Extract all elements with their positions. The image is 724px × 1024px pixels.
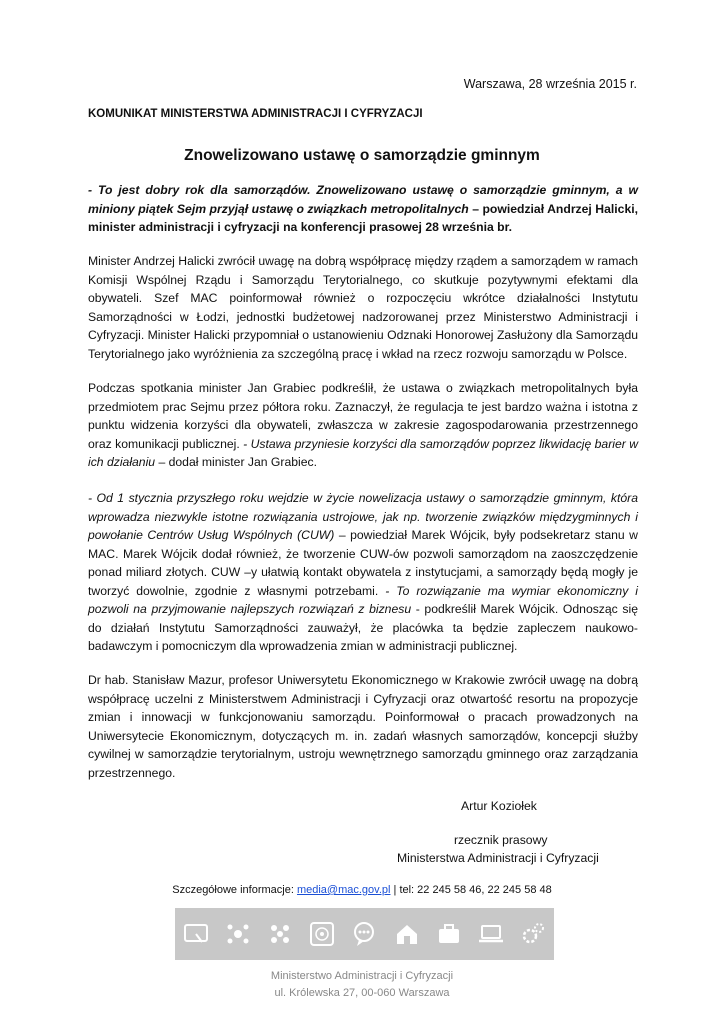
paragraph-text: – dodał minister Jan Grabiec. <box>155 455 317 469</box>
network-dots-icon <box>223 919 253 949</box>
contact-email-link[interactable]: media@mac.gov.pl <box>296 884 391 896</box>
paragraph-wojcik <box>88 489 638 656</box>
briefcase-icon <box>434 919 464 949</box>
signature-role: rzecznik prasowy <box>454 833 548 847</box>
paragraph-text: Dr hab. Stanisław Mazur, profesor Uniwersytetu Ekonomicznego w Krakowie zwrócił uwagę na dobrą współpracę uczelni z Ministerstwem Administracji i Cyfryzacji oraz otwartość resortu na propozycje zmian i innowacji w funkcjonowaniu samorządu. Poinformował o pracach prowadzonych na Uniwersytecie Ekonomicznym, dotyczących m. in. zadań własnych samorządów, koncepcji służby cywilnej w samorządzie terytorialnym, ustroju wewnętrznego samorządu gminnego oraz zarządzania przestrzennego. <box>88 673 638 780</box>
footer-organization: Ministerstwo Administracji i Cyfryzacji <box>270 970 454 982</box>
document-date: Warszawa, 28 września 2015 r. <box>463 77 637 91</box>
communique-heading: KOMUNIKAT MINISTERSTWA ADMINISTRACJI I CYFRYZACJI <box>88 108 423 120</box>
tablet-icon <box>181 919 211 949</box>
paragraph-text: Podczas spotkania minister Jan Grabiec podkreślił, że ustawa o związkach metropolitalnych była przedmiotem prac Sejmu przez półtora roku. Zaznaczył, że regulacja te jest bardzo ważna i istotna z punktu widzenia korzyści dla obywateli, zwłaszcza w zakresie zagospodarowania przestrzennego oraz komunikacji publicznej. <box>88 381 638 451</box>
signature-organization: Ministerstwa Administracji i Cyfryzacji <box>397 851 599 865</box>
paragraph-text: – powiedział Marek Wójcik, były podsekretarz stanu w MAC. Marek Wójcik dodał również, że tworzenie CUW-ów pozwoli samorządom na zaoszczędzenie ponad miliard złotych. CUW –y ułatwią kontakt obywatela z instytucjami, a samorządy będą mogły je tworzyć dowolnie, zgodnie z własnymi potrzebami. <box>88 528 638 598</box>
paragraph-text: Minister Andrzej Halicki zwrócił uwagę na dobrą współpracę między rządem a samorządem w ramach Komisji Wspólnej Rządu i Samorządu Terytorialnego, co skutkuje pozytywnymi efektami dla obywateli. Szef MAC poinformował również o rozpoczęciu wkrótce działalności Instytutu Samorządności w Łodzi, jednostki budżetowej nadzorowanej przez Ministerstwo Administracji i Cyfryzacji. Minister Halicki przypomniał o ustanowieniu Odznaki Honorowej Zasłużony dla Samorządu Terytorialnego jako wyróżnienia za szczególną pracę i wkład na rzecz rozwoju samorządu w Polsce. <box>88 254 638 361</box>
laptop-icon <box>476 919 506 949</box>
contact-phones: | tel: 22 245 58 46, 22 245 58 48 <box>390 884 552 896</box>
contact-label: Szczegółowe informacje: <box>172 884 297 896</box>
paragraph-text: - podkreślił Marek Wójcik. Odnosząc się do działań Instytutu Samorządności zauważył, że placówka ta będzie zapleczem naukowo-badawczym i pomocniczym dla wprowadzenia zmian w administracji publicznej. <box>88 602 638 653</box>
paragraph-grabiec <box>88 379 638 472</box>
signature-name: Artur Koziołek <box>461 799 537 813</box>
paragraph-mazur <box>88 671 638 782</box>
quote-wojcik-2: - To rozwiązanie ma wymiar ekonomiczny i pozwoli na przyjmowanie najlepszych rozwiązań z biznesu <box>88 583 638 616</box>
quote-grabiec: - Ustawa przyniesie korzyści dla samorządów poprzez likwidację barier w ich działaniu <box>88 436 639 469</box>
wireless-icon <box>307 919 337 949</box>
paragraph-halicki <box>88 252 638 363</box>
contact-info <box>0 884 724 896</box>
lead-attribution: – powiedział Andrzej Halicki, minister administracji i cyfryzacji na konferencji prasowej 28 września br. <box>88 201 638 234</box>
quote-wojcik-1: - Od 1 stycznia przyszłego roku wejdzie w życie nowelizacja ustawy o samorządzie gminnym, która wprowadza niezwykle istotne rozwiązania ustrojowe, jak np. tworzenie związków międzygminnych i powołanie Centrów Usług Wspólnych (CUW) <box>88 491 638 542</box>
house-icon <box>392 919 422 949</box>
page-title: Znowelizowano ustawę o samorządzie gminnym <box>184 147 540 164</box>
footer-icon-banner <box>175 908 554 960</box>
grid-dots-icon <box>265 919 295 949</box>
lead-paragraph <box>88 181 638 237</box>
gears-icon <box>518 919 548 949</box>
speech-bubble-icon <box>349 919 379 949</box>
lead-quote: - To jest dobry rok dla samorządów. Znowelizowano ustawę o samorządzie gminnym, a w miniony piątek Sejm przyjął ustawę o związkach metropolitalnych <box>88 183 638 216</box>
footer-address: ul. Królewska 27, 00-060 Warszawa <box>274 987 450 999</box>
